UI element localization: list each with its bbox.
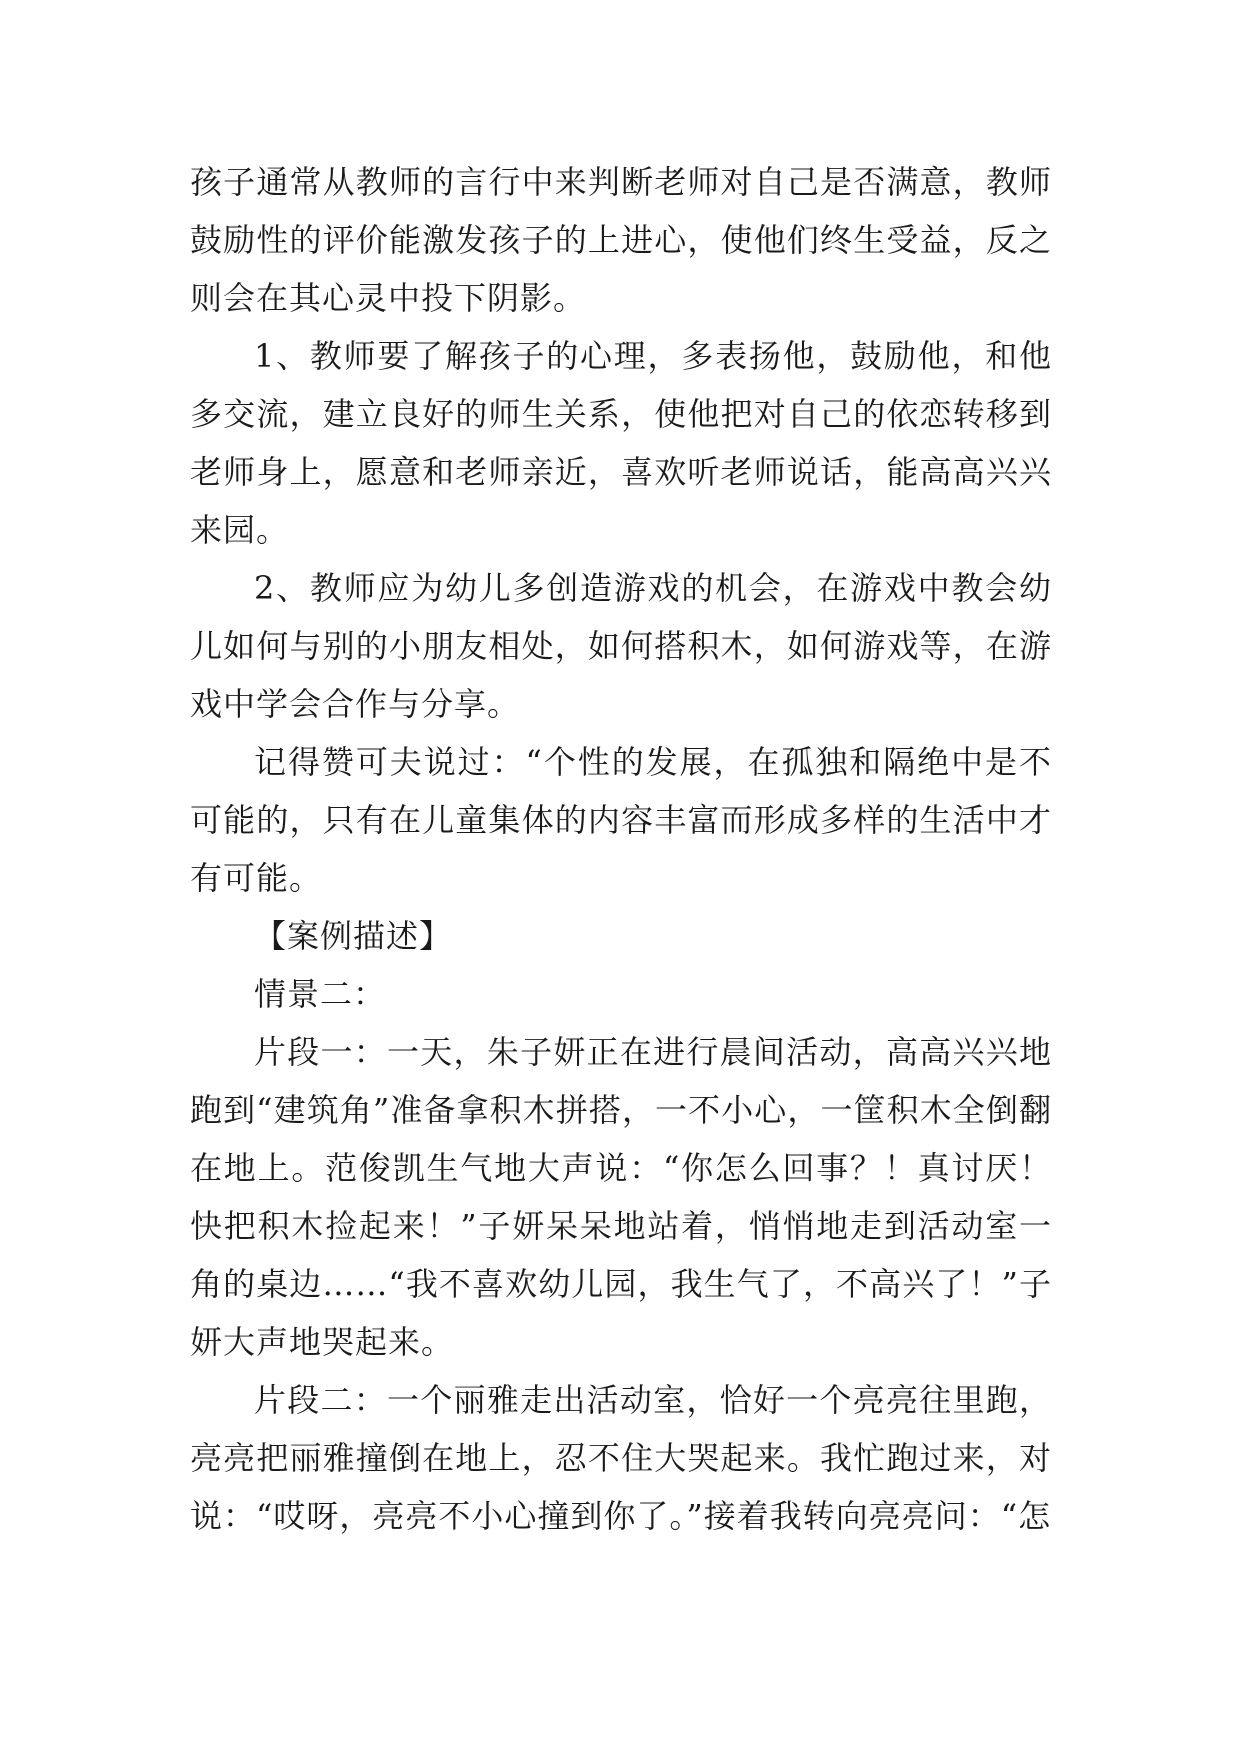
paragraph: 2、教师应为幼儿多创造游戏的机会，在游戏中教会幼儿如何与别的小朋友相处，如何搭积木，如何游戏等，在游戏中学会合作与分享。 <box>190 569 1052 723</box>
paragraph: 孩子通常从教师的言行中来判断老师对自己是否满意，教师鼓励性的评价能激发孩子的上进心，使他们终生受益，反之则会在其心灵中投下阴影。 <box>190 163 1052 317</box>
paragraph: 片段一：一天，朱子妍正在进行晨间活动，高高兴兴地跑到“建筑角”准备拿积木拼搭，一不小心，一筐积木全倒翻在地上。范俊凯生气地大声说：“你怎么回事？！真讨厌！快把积木捡起来！”子妍呆呆地站着，悄悄地走到活动室一角的桌边……“我不喜欢幼儿园，我生气了，不高兴了！”子妍大声地哭起来。 <box>190 1033 1052 1361</box>
paragraph: 记得赞可夫说过：“个性的发展，在孤独和隔绝中是不可能的，只有在儿童集体的内容丰富而形成多样的生活中才有可能。 <box>190 743 1052 897</box>
paragraph: 1、教师要了解孩子的心理，多表扬他，鼓励他，和他多交流，建立良好的师生关系，使他把对自己的依恋转移到老师身上，愿意和老师亲近，喜欢听老师说话，能高高兴兴来园。 <box>190 337 1052 549</box>
paragraph: 片段二：一个丽雅走出活动室，恰好一个亮亮往里跑，亮亮把丽雅撞倒在地上，忍不住大哭起来。我忙跑过来，对说：“哎呀，亮亮不小心撞到你了。”接着我转向亮亮问：“怎 <box>190 1381 1052 1535</box>
document-body <box>190 153 1052 1545</box>
scene-label: 情景二： <box>254 975 387 1013</box>
section-heading: 【案例描述】 <box>254 917 453 955</box>
